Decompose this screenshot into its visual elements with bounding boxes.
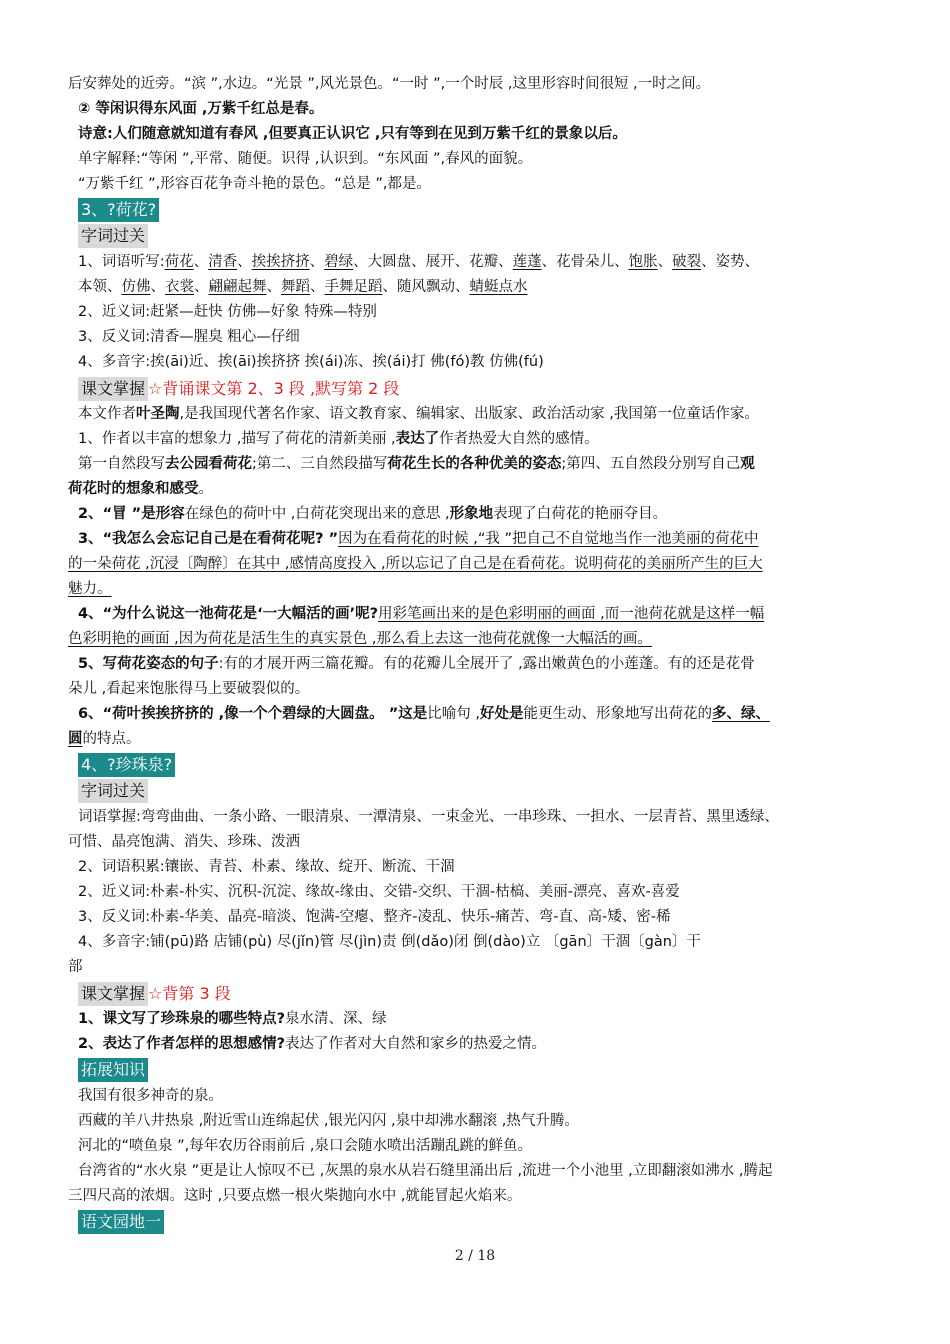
question: 5、写荷花姿态的句子 <box>78 656 219 672</box>
text-line: 后安葬处的近旁。“滨 ”,水边。“光景 ”,风光景色。“一时 ”,一个时辰 ,这里形容时间很短 ,一时之间。 <box>68 76 711 92</box>
word: 舞蹈 <box>281 279 310 295</box>
answer: 的一朵荷花 ,沉浸〔陶醉〕在其中 ,感情高度投入 ,所以忘记了自己是在看荷花。说明荷花的美丽所产生的巨大 <box>68 556 763 572</box>
answer: 因为在看荷花的时候 ,“我 ”把自己不自觉地当作一池美丽的荷花中 <box>338 531 759 547</box>
text: 作者热爱大自然的感情。 <box>439 431 599 447</box>
word: 衣裳 <box>165 279 194 295</box>
page-number: 2 / 18 <box>454 1248 496 1264</box>
answer: 泉水清、深、绿 <box>285 1011 387 1027</box>
point-6 <box>68 702 890 727</box>
antonyms: 3、反义词:朴素-华美、晶亮-暗淡、饱满-空瘪、整齐-凌乱、快乐-痛苦、弯-直、高-矮、密-稀 <box>78 909 671 925</box>
point-3-cont2 <box>68 577 890 602</box>
recite-requirement: ☆背第 3 段 <box>148 984 231 1003</box>
answer: 色彩明艳的画面 ,因为荷花是活生生的真实景色 ,那么看上去这一池荷花就像一大幅活的画。 <box>68 631 652 647</box>
word: 姿势 <box>715 254 745 270</box>
extension-line: 我国有很多神奇的泉。 <box>78 1088 223 1104</box>
text: 荷花时的想象和感受 <box>68 481 199 497</box>
question: 2、表达了作者怎样的思想感情? <box>78 1036 285 1052</box>
section-title: 语文园地一 <box>78 1210 164 1234</box>
text: ;第二、三自然段描写 <box>252 456 388 472</box>
extension-line: 西藏的羊八井热泉 ,附近雪山连绵起伏 ,银光闪闪 ,泉中却沸水翻滚 ,热气升腾。 <box>78 1113 579 1129</box>
section-title: 4、?珍珠泉? <box>78 753 175 777</box>
text: 形象地 <box>449 506 494 522</box>
extension-line: 河北的“喷鱼泉 ”,每年农历谷雨前后 ,泉口会随水喷出活蹦乱跳的鲜鱼。 <box>78 1138 532 1154</box>
polyphones: 4、多音字:铺(pū)路 店铺(pù) 尽(jǐn)管 尽(jìn)责 倒(dǎo)闭 倒(dào)立 〔gān〕干涸〔gàn〕干 <box>78 934 701 950</box>
text: ,是我国现代著名作家、语文教育家、编辑家、出版家、政治活动家 ,我国第一位童话作家。 <box>179 406 759 422</box>
extension-line-cont: 三四尺高的浓烟。这时 ,只要点燃一根火柴抛向水中 ,就能冒起火焰来。 <box>68 1188 522 1204</box>
dictation-line-2: 本领、仿佛、衣裳、翩翩起舞、舞蹈、手舞足蹈、随风飘动、蜻蜓点水 <box>78 279 528 295</box>
subsection-label: 课文掌握 <box>78 982 148 1006</box>
question-2 <box>68 1032 890 1057</box>
text: 在绿色的荷叶中 ,白荷花突现出来的意思 , <box>184 506 450 522</box>
section-heading-lotus <box>78 198 890 223</box>
document-page <box>68 72 890 1236</box>
word: 蜻蜓点水 <box>469 279 528 295</box>
text: 好处是 <box>479 706 524 722</box>
subsection-label: 拓展知识 <box>78 1058 148 1082</box>
word: 随风飘动 <box>397 279 455 295</box>
vocab-mastery: 词语掌握:弯弯曲曲、一条小路、一眼清泉、一潭清泉、一束金光、一串珍珠、一担水、一层青苔、黑里透绿、 <box>78 809 779 825</box>
answer: :有的才展开两三篇花瓣。有的花瓣儿全展开了 ,露出嫩黄色的小莲蓬。有的还是花骨 <box>218 656 755 672</box>
point-4 <box>68 602 890 627</box>
section-heading-pearl-spring <box>78 753 890 778</box>
section-heading-garden <box>78 1210 890 1235</box>
point-3 <box>68 527 890 552</box>
answer: 魅力。 <box>68 581 112 597</box>
question: 3、“我怎么会忘记自己是在看荷花呢? ” <box>78 531 339 547</box>
text: 。 <box>198 481 213 497</box>
word: 荷花 <box>164 254 194 270</box>
point-5 <box>68 652 890 677</box>
text-mastery-heading <box>78 376 890 401</box>
poem-line-2: ② 等闲识得东风面 ,万紫千红总是春。 <box>78 101 324 117</box>
question-1 <box>68 1007 890 1032</box>
synonyms: 2、近义词:朴素-朴实、沉积-沉淀、缘故-缘由、交错-交织、干涸-枯槁、美丽-漂亮、喜欢-喜爱 <box>78 884 680 900</box>
text: 荷花生长的各种优美的姿态 <box>387 456 562 472</box>
text-mastery-heading <box>78 981 890 1006</box>
word: 本领 <box>78 279 107 295</box>
word: 仿佛 <box>121 279 151 295</box>
word-explain: 单字解释:“等闲 ”,平常、随便。识得 ,认识到。“东风面 ”,春风的面貌。 <box>78 151 533 167</box>
antonyms: 3、反义词:清香—腥臭 粗心—仔细 <box>78 329 300 345</box>
vocab-mastery-cont: 可惜、晶亮饱满、消失、珍珠、泼洒 <box>68 834 300 850</box>
word: 饱胀 <box>628 254 658 270</box>
question: 6、“荷叶挨挨挤挤的 ,像一个个碧绿的大圆盘。 ”这是 <box>78 706 428 722</box>
text: 比喻句 , <box>427 706 480 722</box>
dictation-line: 1、词语听写:荷花、清香、挨挨挤挤、碧绿、大圆盘、展开、花瓣、莲蓬、花骨朵儿、饱胀、破裂、姿势、 <box>78 254 760 270</box>
word: 翩翩起舞 <box>208 279 267 295</box>
word-explain-2: “万紫千红 ”,形容百花争奇斗艳的景色。“总是 ”,都是。 <box>78 176 431 192</box>
word: 莲蓬 <box>512 254 542 270</box>
point-2 <box>68 502 890 527</box>
word: 清香 <box>208 254 238 270</box>
text: 多、绿、 <box>711 706 770 722</box>
poem-meaning: 诗意:人们随意就知道有春风 ,但要真正认识它 ,只有等到在见到万紫千红的景象以后。 <box>78 126 627 142</box>
text: 去公园看荷花 <box>165 456 252 472</box>
answer: 朵儿 ,看起来饱胀得马上要破裂似的。 <box>68 681 310 697</box>
recite-requirement: ☆背诵课文第 2、3 段 ,默写第 2 段 <box>148 379 400 398</box>
word: 挨挨挤挤 <box>251 254 310 270</box>
extension-line: 台湾省的“水火泉 ”更是让人惊叹不已 ,灰黑的泉水从岩石缝里涌出后 ,流进一个小池里 ,立即翻滚如沸水 ,腾起 <box>78 1163 773 1179</box>
text: 表达了 <box>395 431 440 447</box>
polyphones-cont: 部 <box>68 959 83 975</box>
point-3-cont <box>68 552 890 577</box>
text: 第一自然段写 <box>78 456 165 472</box>
text: 1、作者以丰富的想象力 ,描写了荷花的清新美丽 , <box>78 431 396 447</box>
text: 观 <box>740 456 755 472</box>
subsection-label: 课文掌握 <box>78 377 148 401</box>
polyphones: 4、多音字:挨(āi)近、挨(āi)挨挤挤 挨(ái)冻、挨(ái)打 佛(fó)教 仿佛(fú) <box>78 354 544 370</box>
dictation-label: 1、词语听写: <box>78 254 165 270</box>
text: 能更生动、形象地写出荷花的 <box>523 706 712 722</box>
word: 展开 <box>425 254 455 270</box>
answer: 表达了作者对大自然和家乡的热爱之情。 <box>285 1036 546 1052</box>
text: 表现了白荷花的艳丽夺目。 <box>493 506 668 522</box>
text: 的特点。 <box>82 731 141 747</box>
synonyms: 2、近义词:赶紧—赶快 仿佛—好象 特殊—特别 <box>78 304 377 320</box>
text: ;第四、五自然段分别写自己 <box>561 456 741 472</box>
text: 2、“冒 ”是形容 <box>78 506 185 522</box>
point-4-cont <box>68 627 890 652</box>
point-1 <box>68 427 890 452</box>
word: 手舞足蹈 <box>324 279 383 295</box>
question: 4、“为什么说这一池荷花是‘一大幅活的画’呢? <box>78 606 379 622</box>
structure <box>68 452 890 477</box>
word: 碧绿 <box>324 254 354 270</box>
author-name: 叶圣陶 <box>136 406 180 422</box>
question: 1、课文写了珍珠泉的哪些特点? <box>78 1011 285 1027</box>
point-5-cont <box>68 677 890 702</box>
vocab-heading <box>78 779 890 804</box>
vocab-heading <box>78 224 890 249</box>
subsection-label: 字词过关 <box>78 779 148 803</box>
section-title: 3、?荷花? <box>78 198 159 222</box>
text: 本文作者 <box>78 406 136 422</box>
text: 圆 <box>68 731 83 747</box>
word: 花骨朵儿 <box>556 254 615 270</box>
answer: 用彩笔画出来的是色彩明丽的画面 ,而一池荷花就是这样一幅 <box>378 606 765 622</box>
point-6-cont <box>68 727 890 752</box>
subsection-label: 字词过关 <box>78 224 148 248</box>
author-intro <box>68 402 890 427</box>
structure-cont <box>68 477 890 502</box>
word: 破裂 <box>672 254 702 270</box>
extension-heading <box>78 1058 890 1083</box>
word: 花瓣 <box>469 254 499 270</box>
word: 大圆盘 <box>367 254 412 270</box>
vocab-accumulate: 2、词语积累:镶嵌、青苔、朴素、缘故、绽开、断流、干涸 <box>78 859 455 875</box>
